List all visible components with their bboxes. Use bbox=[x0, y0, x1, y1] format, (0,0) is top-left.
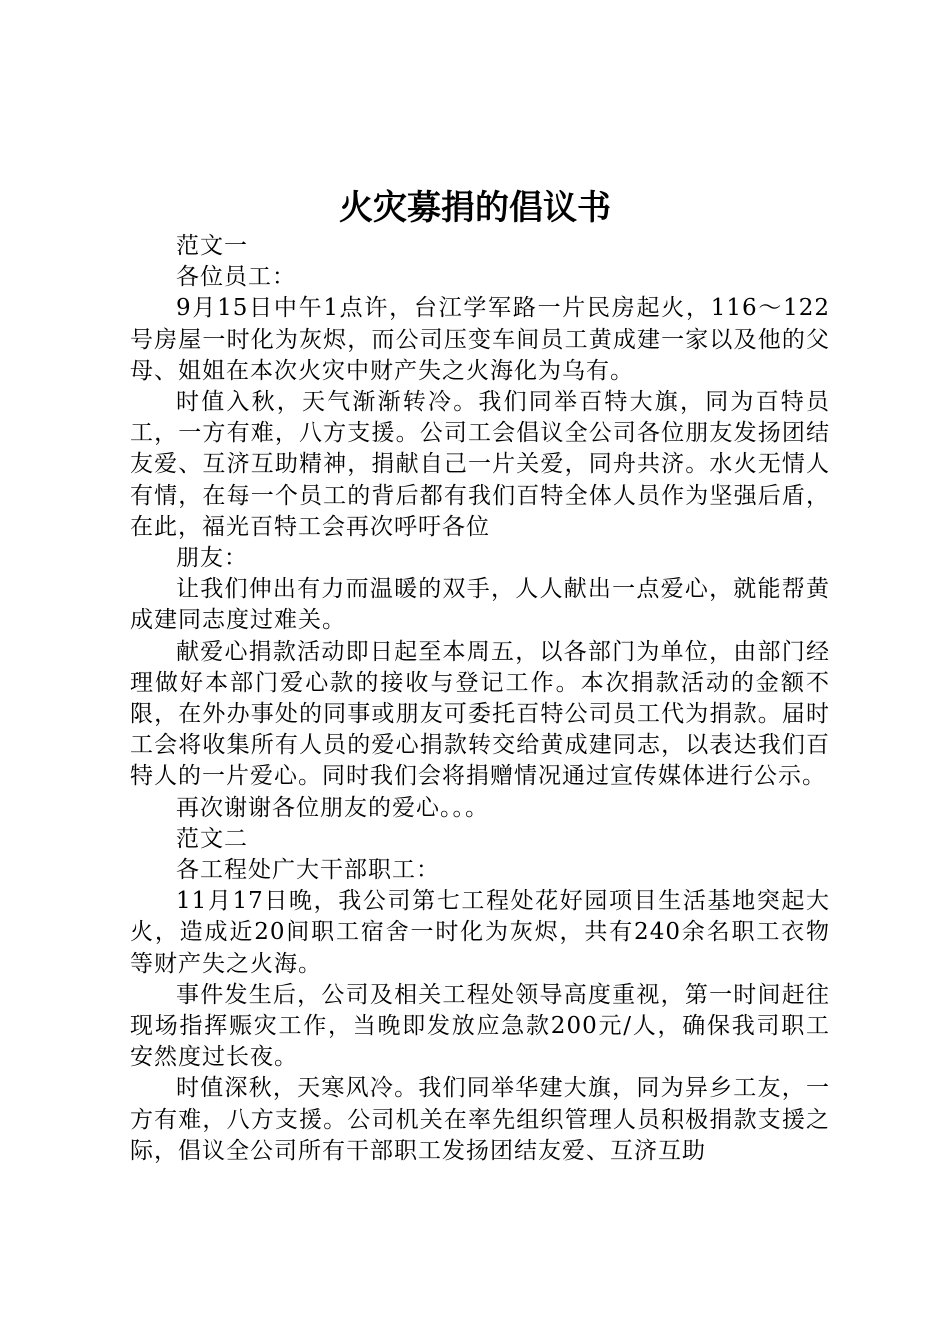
paragraph: 献爱心捐款活动即日起至本周五，以各部门为单位，由部门经理做好本部门爱心款的接收与登记工作。本次捐款活动的金额不限，在外办事处的同事或朋友可委托百特公司员工代为捐款。届时工会将收集所有人员的爱心捐款转交给黄成建同志，以表达我们百特人的一片爱心。同时我们会将捐赠情况通过宣传媒体进行公示。 bbox=[130, 638, 830, 790]
paragraph: 11月17日晚，我公司第七工程处花好园项目生活基地突起大火，造成近20间职工宿舍一时化为灰烬，共有240余名职工衣物等财产失之火海。 bbox=[130, 888, 830, 977]
paragraph: 再次谢谢各位朋友的爱心。。。 bbox=[176, 794, 489, 821]
paragraph: 9月15日中午1点许，台江学军路一片民房起火，116～122号房屋一时化为灰烬，而公司压变车间员工黄成建一家以及他的父母、姐姐在本次火灾中财产失之火海化为乌有。 bbox=[130, 295, 830, 384]
paragraph: 时值深秋，天寒风冷。我们同举华建大旗，同为异乡工友，一方有难，八方支援。公司机关在率先组织管理人员积极捐款支援之际，倡议全公司所有干部职工发扬团结友爱、互济互助 bbox=[130, 1075, 830, 1164]
document-title: 火灾募捐的倡议书 bbox=[339, 188, 611, 228]
paragraph: 范文二 bbox=[176, 825, 248, 852]
paragraph: 让我们伸出有力而温暖的双手，人人献出一点爱心，就能帮黄成建同志度过难关。 bbox=[130, 576, 830, 634]
paragraph: 时值入秋，天气渐渐转冷。我们同举百特大旗，同为百特员工，一方有难，八方支援。公司工会倡议全公司各位朋友发扬团结友爱、互济互助精神，捐献自己一片关爱，同舟共济。水火无情人有情，在每一个员工的背后都有我们百特全体人员作为坚强后盾，在此，福光百特工会再次呼吁各位 bbox=[130, 389, 830, 540]
paragraph: 朋友： bbox=[176, 545, 248, 572]
document-body bbox=[130, 231, 830, 1167]
paragraph: 各位员工： bbox=[176, 264, 296, 291]
paragraph: 范文一 bbox=[176, 233, 248, 259]
paragraph: 事件发生后，公司及相关工程处领导高度重视，第一时间赶往现场指挥赈灾工作，当晚即发放应急款200元/人，确保我司职工安然度过长夜。 bbox=[130, 981, 830, 1071]
paragraph: 各工程处广大干部职工： bbox=[176, 857, 440, 884]
